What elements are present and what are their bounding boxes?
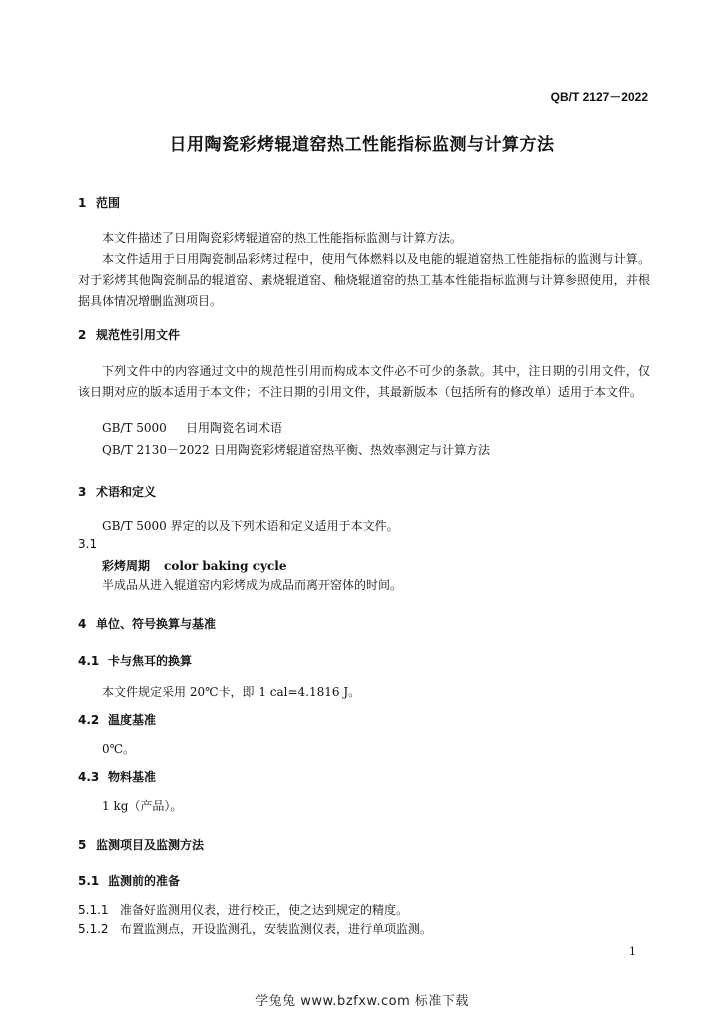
clause-item bbox=[78, 920, 432, 937]
section-title: 范围 bbox=[96, 196, 121, 210]
reference-title: 日用陶瓷名词术语 bbox=[186, 421, 283, 435]
section-number: 3 bbox=[78, 485, 87, 499]
page-number: 1 bbox=[629, 945, 636, 958]
subsection-title: 物料基准 bbox=[108, 770, 157, 784]
section-title: 单位、符号换算与基准 bbox=[96, 617, 217, 631]
term-number: 3.1 bbox=[78, 537, 98, 551]
section-number: 2 bbox=[78, 328, 87, 342]
clause-number: 5.1.2 bbox=[78, 922, 109, 936]
section-title: 术语和定义 bbox=[96, 485, 157, 499]
subsection-title: 监测前的准备 bbox=[108, 874, 181, 888]
subsection-number: 4.2 bbox=[78, 713, 100, 727]
section-5-heading bbox=[78, 836, 204, 853]
section-2-heading bbox=[78, 326, 180, 343]
subsection-title: 卡与焦耳的换算 bbox=[108, 654, 193, 668]
section-number: 5 bbox=[78, 838, 87, 852]
subsection-4-2-heading bbox=[78, 711, 156, 728]
document-title: 日用陶瓷彩烤辊道窑热工性能指标监测与计算方法 bbox=[169, 135, 555, 155]
section-1-paragraph-1: 本文件描述了日用陶瓷彩烤辊道窑的热工性能指标监测与计算方法。 bbox=[102, 231, 463, 245]
clause-number: 5.1.1 bbox=[78, 903, 109, 917]
section-title: 规范性引用文件 bbox=[96, 328, 181, 342]
reference-code: QB/T 2130－2022 bbox=[102, 443, 210, 457]
section-number: 1 bbox=[78, 196, 87, 210]
term-entry bbox=[102, 557, 287, 574]
reference-code: GB/T 5000 bbox=[102, 421, 167, 435]
subsection-4-2-text: 0℃。 bbox=[102, 742, 136, 756]
reference-item bbox=[102, 441, 490, 458]
section-title: 监测项目及监测方法 bbox=[96, 838, 205, 852]
subsection-number: 4.1 bbox=[78, 654, 100, 668]
clause-text: 布置监测点，开设监测孔，安装监测仪表，进行单项监测。 bbox=[120, 922, 433, 936]
subsection-title: 温度基准 bbox=[108, 713, 157, 727]
clause-item bbox=[78, 901, 408, 918]
footer-watermark: 学兔兔 www.bzfxw.com 标准下载 bbox=[255, 994, 469, 1009]
subsection-number: 5.1 bbox=[78, 874, 100, 888]
subsection-4-1-heading bbox=[78, 652, 192, 669]
standard-code: QB/T 2127－2022 bbox=[550, 90, 648, 104]
section-1-paragraph-2: 本文件适用于日用陶瓷制品彩烤过程中，使用气体燃料以及电能的辊道窑热工性能指标的监测与计算。对于彩烤其他陶瓷制品的辊道窑、素烧辊道窑、釉烧辊道窑的热工基本性能指标监测与计算参照使用，并根据具体情况增删监测项目。 bbox=[78, 252, 650, 308]
reference-item bbox=[102, 419, 282, 436]
subsection-4-1-text: 本文件规定采用 20℃卡，即 1 cal=4.1816 J。 bbox=[102, 685, 361, 699]
section-3-paragraph: GB/T 5000 界定的以及下列术语和定义适用于本文件。 bbox=[102, 519, 399, 533]
section-4-heading bbox=[78, 615, 216, 632]
term-english: color baking cycle bbox=[164, 559, 287, 573]
section-3-heading bbox=[78, 483, 156, 500]
subsection-5-1-heading bbox=[78, 872, 180, 889]
section-number: 4 bbox=[78, 617, 87, 631]
reference-title: 日用陶瓷彩烤辊道窑热平衡、热效率测定与计算方法 bbox=[214, 443, 491, 457]
section-2-paragraph: 下列文件中的内容通过文中的规范性引用而构成本文件必不可少的条款。其中，注日期的引用文件，仅该日期对应的版本适用于本文件；不注日期的引用文件，其最新版本（包括所有的修改单）适用于本文件。 bbox=[78, 364, 650, 399]
subsection-4-3-text: 1 kg（产品）。 bbox=[102, 799, 183, 813]
subsection-number: 4.3 bbox=[78, 770, 100, 784]
clause-text: 准备好监测用仪表，进行校正，使之达到规定的精度。 bbox=[120, 903, 409, 917]
subsection-4-3-heading bbox=[78, 768, 156, 785]
term-definition: 半成品从进入辊道窑内彩烤成为成品而离开窑体的时间。 bbox=[102, 578, 403, 592]
section-1-heading bbox=[78, 194, 120, 211]
term-chinese: 彩烤周期 bbox=[102, 559, 151, 573]
